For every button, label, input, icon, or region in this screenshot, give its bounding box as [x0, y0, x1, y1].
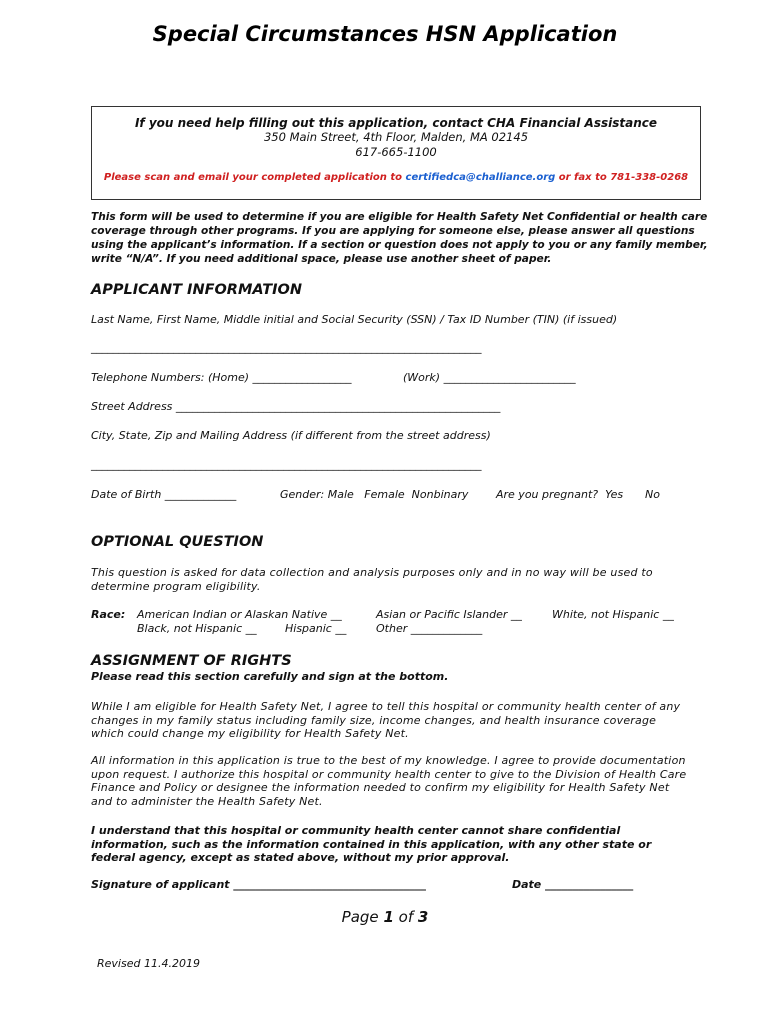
rights-heading: ASSIGNMENT OF RIGHTS [91, 653, 292, 669]
race-option-asian[interactable]: Asian or Pacific Islander __ [376, 608, 522, 621]
page-title: Special Circumstances HSN Application [152, 22, 618, 46]
street-field[interactable]: Street Address ___________________________________________________________ [91, 400, 501, 413]
gender-options[interactable]: Gender: Male Female Nonbinary [280, 488, 469, 501]
race-label: Race: [91, 608, 126, 621]
name-line[interactable]: _______________________________________________________________________ [91, 341, 482, 354]
phone-work-field[interactable]: (Work) ________________________ [403, 371, 576, 384]
date-field[interactable]: Date ________________ [512, 878, 634, 891]
race-option-american-indian[interactable]: American Indian or Alaskan Native __ [137, 608, 342, 621]
rights-para-3: I understand that this hospital or community health center cannot share confidential information, such as the information contained in this application, with any other state or federal agency, except as stated above, without my prior approval. [91, 824, 652, 864]
pregnant-yes[interactable]: Are you pregnant? Yes [496, 488, 624, 501]
help-email-line [92, 172, 700, 183]
page-current: 1 [383, 908, 394, 926]
race-option-white[interactable]: White, not Hispanic __ [552, 608, 674, 621]
rights-para-1: While I am eligible for Health Safety Net, I agree to tell this hospital or community health center of any changes in my family status including family size, income changes, and health insurance coverage which could change my eligibility for Health Safety Net. [91, 700, 681, 740]
page-total: 3 [417, 908, 429, 926]
pregnant-no[interactable]: No [645, 488, 660, 501]
phone-home-field[interactable]: Telephone Numbers: (Home) __________________ [91, 371, 352, 384]
email-suffix: or fax to 781-338-0268 [555, 172, 689, 183]
optional-text: This question is asked for data collection and analysis purposes only and in no way will be used to determine program eligibility. [91, 566, 653, 593]
help-box [91, 106, 701, 200]
help-phone: 617-665-1100 [355, 145, 437, 159]
email-prefix: Please scan and email your completed application to [103, 172, 406, 183]
city-line[interactable]: _______________________________________________________________________ [91, 458, 482, 471]
rights-subheading: Please read this section carefully and sign at the bottom. [91, 670, 449, 683]
city-label: City, State, Zip and Mailing Address (if different from the street address) [91, 429, 491, 442]
help-address: 350 Main Street, 4th Floor, Malden, MA 02145 [263, 130, 529, 144]
revised-date: Revised 11.4.2019 [97, 957, 200, 970]
rights-para-2: All information in this application is true to the best of my knowledge. I agree to provide documentation upon request. I authorize this hospital or community health center to give to the Division of Health Care Finance and Policy or designee the information needed to confirm my eligibility for Health Safety Net and to administer the Health Safety Net. [91, 754, 687, 808]
signature-field[interactable]: Signature of applicant ___________________________________ [91, 878, 426, 891]
page-number: Page 1 of 3 [341, 908, 429, 926]
race-option-hispanic[interactable]: Hispanic __ [285, 622, 347, 635]
intro-text: This form will be used to determine if you are eligible for Health Safety Net Confidential or health care coverage through other programs. If you are applying for someone else, please answer all questions using the applicant’s information. If a section or question does not apply to you or any family member, write “N/A”. If you need additional space, please use another sheet of paper. [91, 211, 708, 265]
name-label: Last Name, First Name, Middle initial and Social Security (SSN) / Tax ID Number (TIN) (if issued) [91, 313, 618, 326]
dob-field[interactable]: Date of Birth _____________ [91, 488, 237, 501]
optional-heading: OPTIONAL QUESTION [91, 534, 264, 550]
email-link[interactable]: certifiedca@challiance.org [405, 172, 556, 183]
race-option-other[interactable]: Other _____________ [376, 622, 483, 635]
race-option-black[interactable]: Black, not Hispanic __ [137, 622, 257, 635]
applicant-heading: APPLICANT INFORMATION [91, 282, 302, 298]
help-contact-line: If you need help filling out this application, contact CHA Financial Assistance [134, 116, 658, 130]
